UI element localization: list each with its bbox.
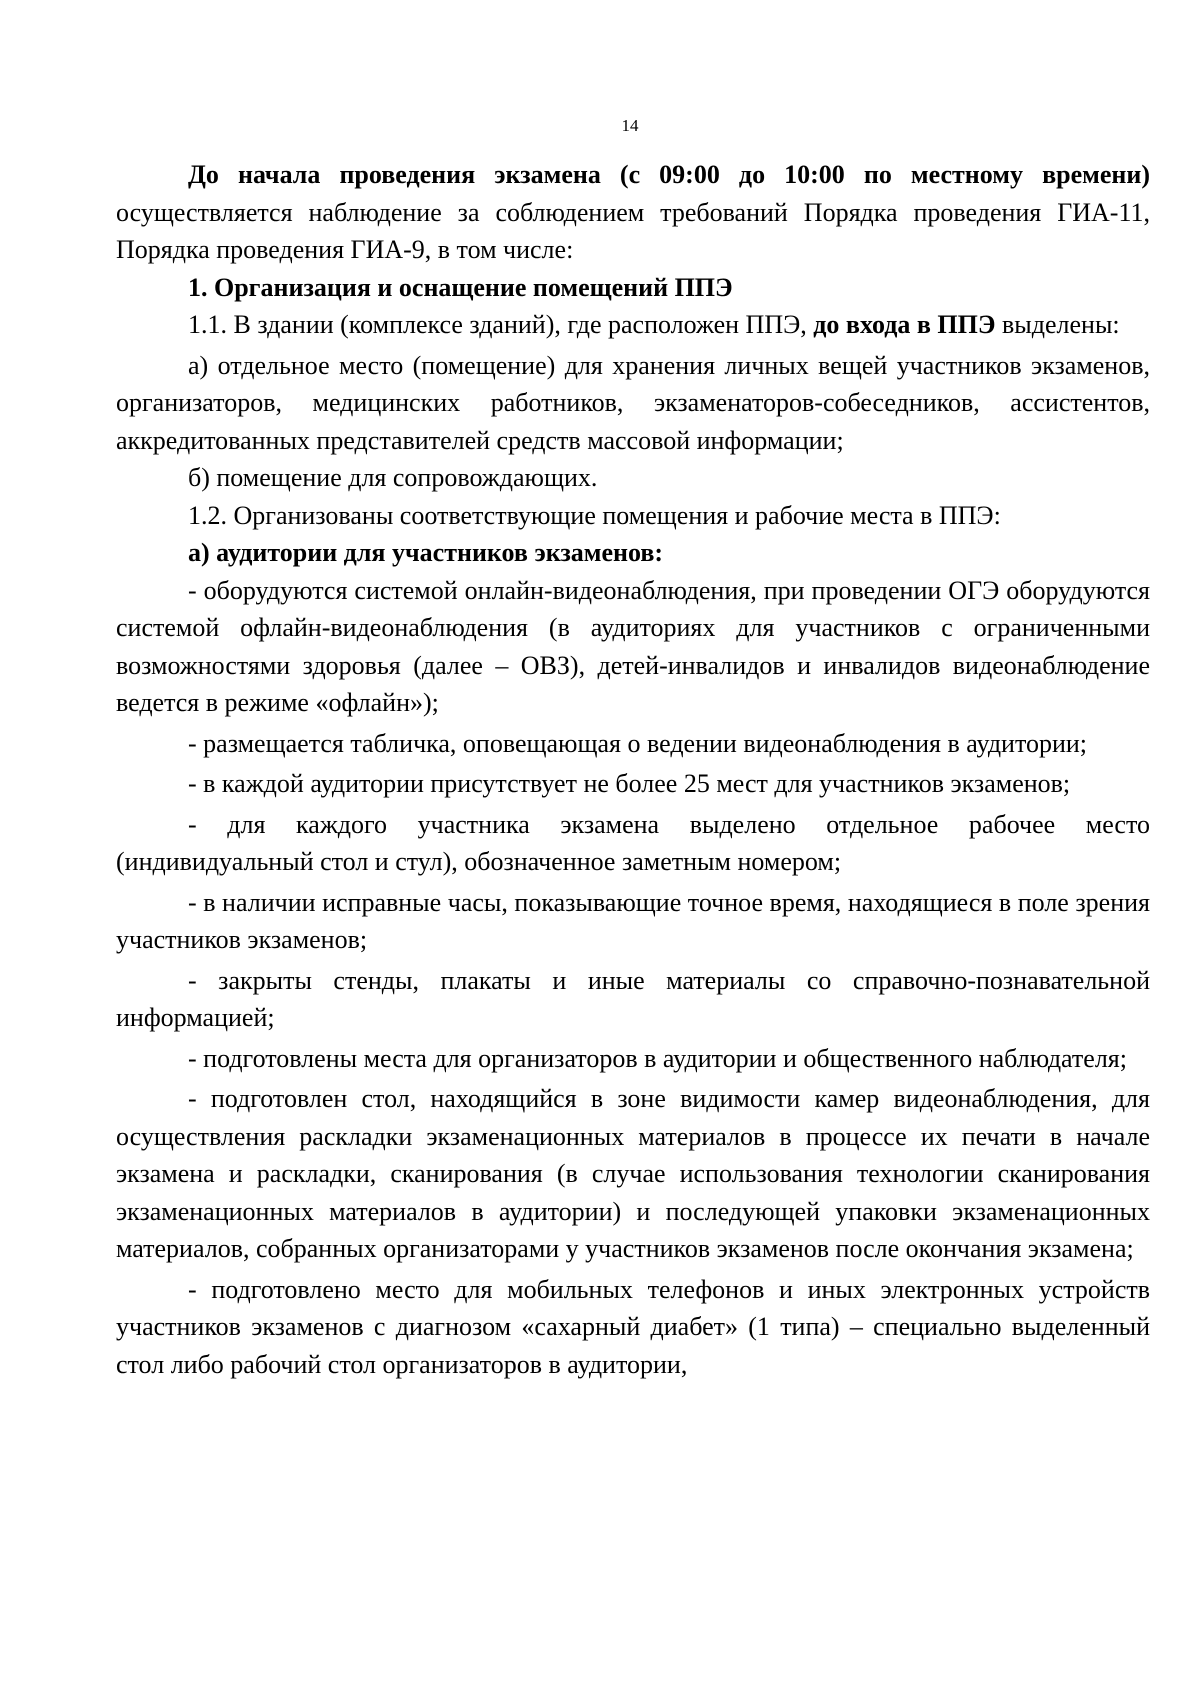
- paragraph-1-1-end: выделены:: [995, 310, 1120, 339]
- section-heading: 1. Организация и оснащение помещений ППЭ: [188, 272, 733, 302]
- document-body: [116, 156, 1150, 1383]
- list-item: - подготовлены места для организаторов в аудитории и общественного наблюдателя;: [188, 1043, 1127, 1073]
- list-item: - оборудуются системой онлайн-видеонаблюдения, при проведении ОГЭ оборудуются системой офлайн-видеонаблюдения (в аудиториях для участников с ограниченными возможностями здоровья (далее – ОВЗ), детей-инвалидов и инвалидов видеонаблюдение ведется в режиме «офлайн»);: [116, 575, 1150, 717]
- list-item: - подготовлен стол, находящийся в зоне видимости камер видеонаблюдения, для осуществления раскладки экзаменационных материалов в процессе их печати в начале экзамена и раскладки, сканирования (в случае использования технологии сканирования экзаменационных материалов в аудитории) и последующей упаковки экзаменационных материалов, собранных организаторами у участников экзаменов после окончания экзамена;: [116, 1084, 1150, 1263]
- intro-paragraph: [116, 156, 1150, 269]
- paragraph-1-1: [116, 306, 1150, 344]
- paragraph-1-2: 1.2. Организованы соответствующие помещения и рабочие места в ППЭ:: [188, 500, 1001, 530]
- list-item: - закрыты стенды, плакаты и иные материалы со справочно-познавательной информацией;: [116, 965, 1150, 1032]
- paragraph-1-1-start: 1.1. В здании (комплексе зданий), где расположен ППЭ,: [188, 310, 814, 339]
- list-item: - для каждого участника экзамена выделено отдельное рабочее место (индивидуальный стол и стул), обозначенное заметным номером;: [116, 809, 1150, 876]
- paragraph-1-1-b: б) помещение для сопровождающих.: [188, 463, 598, 492]
- intro-text: осуществляется наблюдение за соблюдением требований Порядка проведения ГИА-11, Порядка проведения ГИА-9, в том числе:: [116, 197, 1150, 264]
- page-number: 14: [621, 116, 639, 135]
- subsection-heading: а) аудитории для участников экзаменов:: [188, 538, 664, 567]
- paragraph-1-1-bold: до входа в ППЭ: [813, 310, 996, 339]
- paragraph-1-1-a: а) отдельное место (помещение) для хранения личных вещей участников экзаменов, организаторов, медицинских работников, экзаменаторов-собеседников, ассистентов, аккредитованных представителей средств массовой информации;: [116, 350, 1150, 455]
- list-item: - подготовлено место для мобильных телефонов и иных электронных устройств участников экзаменов с диагнозом «сахарный диабет» (1 типа) – специально выделенный стол либо рабочий стол организаторов в аудитории,: [116, 1274, 1150, 1379]
- list-item: - в каждой аудитории присутствует не более 25 мест для участников экзаменов;: [188, 769, 1071, 798]
- list-item: - размещается табличка, оповещающая о ведении видеонаблюдения в аудитории;: [188, 728, 1088, 758]
- list-item: - в наличии исправные часы, показывающие точное время, находящиеся в поле зрения участников экзаменов;: [116, 887, 1150, 954]
- intro-bold-text: До начала проведения экзамена (с 09:00 до 10:00 по местному времени): [188, 160, 1150, 189]
